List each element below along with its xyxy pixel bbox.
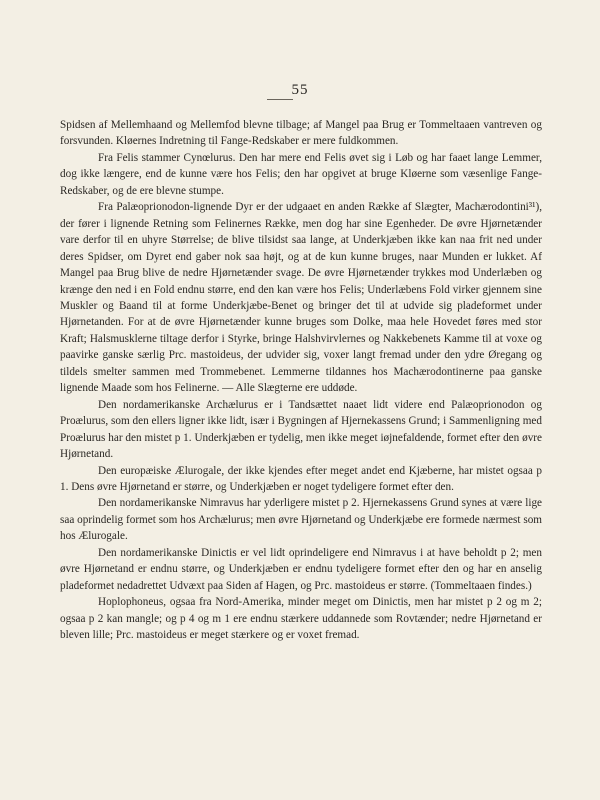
- paragraph: Den nordamerikanske Dinictis er vel lidt oprindeligere end Nimravus i at have beholdt p 2; men øvre Hjørnetand er endnu større, og Underkjæben er endnu tydeligere formet efter den og har en anselig pladeformet nedadrettet Udvæxt paa Siden af Hagen, og Prc. mastoideus er større. (Tommeltaaen findes.): [60, 546, 542, 592]
- paragraph: Fra Felis stammer Cynœlurus. Den har mere end Felis øvet sig i Løb og har faaet lange Lemmer, dog ikke længere, end de kunne være hos Felis; den har opgivet at bruge Kløerne som væsenlige Fange-Redskaber, og de ere blevne stumpe.: [60, 151, 542, 197]
- paragraph: Den nordamerikanske Archælurus er i Tandsættet naaet lidt videre end Palæoprionodon og Proælurus, som den ellers ligner ikke lidt, især i Bygningen af Hjernekassens Grund; i Sammenligning med Proælurus har den mistet p 1. Underkjæben er tydelig, men ikke meget iøjnefaldende, formet efter den øvre Hjørnetand.: [60, 398, 542, 461]
- paragraph: Fra Palæoprionodon-lignende Dyr er der udgaaet en anden Række af Slægter, Machærodontini³¹), der fører i lignende Retning som Felinernes Række, men dog har sine Egenheder. De øvre Hjørnetænder vare derfor til en uhyre Størrelse; de blive tilsidst saa lange, at Underkjæben ikke kan naa frit ned under deres Spidser, om Dyret end gaber nok saa højt, og at de kun kunne bruges, naar Munden er lukket. Af Mangel paa Brug blive de nedre Hjørnetænder svage. De øvre Hjørnetænder trykkes mod Underlæben og krænge den ned i en Fold endnu større, end den kan være hos Felis; Underlæbens Fold virker gjennem sine Muskler og Baand til at forme Underkjæbe-Benet og bringer det til at udvide sig pladeformet under Hjørnetanden. For at de øvre Hjørnetænder kunne bruges som Dolke, maa hele Hovedet føres med stor Kraft; Halsmusklerne tiltage derfor i Styrke, bringe Halshvirvlernes og Nakkebenets Kamme til at voxe og paavirke ganske særlig Prc. mastoideus, der udvider sig, voxer langt fremad under den ydre Øregang og tildels smelter sammen med Trommebenet. Lemmerne tildannes hos Machærodontinerne paa ganske lignende Maade som hos Felinerne. — Alle Slægterne ere uddøde.: [60, 201, 542, 395]
- paragraph: Den europæiske Ælurogale, der ikke kjendes efter meget andet end Kjæberne, har mistet ogsaa p 1. Dens øvre Hjørnetand er større, og Underkjæben er noget tydeligere formet efter den.: [60, 464, 542, 493]
- page-number-rule: [267, 99, 293, 100]
- paragraph: Hoplophoneus, ogsaa fra Nord-Amerika, minder meget om Dinictis, men har mistet p 2 og m 2; ogsaa p 2 kan mangle; og p 4 og m 1 ere endnu stærkere uddannede som Rovtænder; nedre Hjørnetand er bleven lille; Prc. mastoideus er meget stærkere og er voxet fremad.: [60, 596, 542, 642]
- paragraph: Den nordamerikanske Nimravus har yderligere mistet p 2. Hjernekassens Grund synes at være lige saa oprindelig formet som hos Archælurus; men øvre Hjørnetand og Underkjæbe ere formede nærmest som hos Ælurogale.: [60, 497, 542, 543]
- paragraph: Spidsen af Mellemhaand og Mellemfod blevne tilbage; af Mangel paa Brug er Tommeltaaen vantreven og forsvunden. Kløernes Indretning til Fange-Redskaber er mere fuldkommen.: [60, 119, 542, 148]
- page-number: 55: [291, 82, 309, 98]
- body-text: [60, 117, 542, 644]
